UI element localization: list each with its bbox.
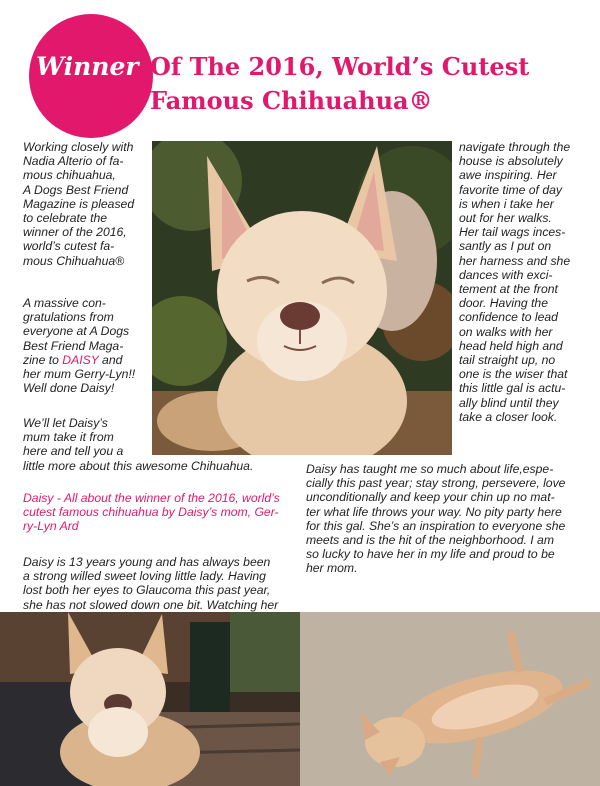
right-line: house is absolutely — [459, 154, 563, 169]
body-line: a strong willed sweet loving little lady. Having — [23, 569, 266, 584]
congrats-line — [23, 353, 158, 367]
right-line: door. Having the — [459, 296, 548, 311]
intro-column — [23, 140, 158, 268]
bottom-right-line: for this gal. She’s an inspiration to everyone she — [306, 518, 566, 533]
congrats-paragraph — [23, 296, 158, 395]
subhead-line: Daisy - All about the winner of the 2016, world’s — [23, 491, 280, 505]
body-line: lost both her eyes to Glaucoma this past year, — [23, 583, 271, 598]
handoff-line: little more about this awesome Chihuahua. — [23, 458, 254, 473]
right-line: her harness and she — [459, 253, 571, 268]
daisy-highlight: DAISY — [62, 352, 99, 367]
congrats-line: her mum Gerry-Lyn!! — [23, 367, 136, 382]
bottom-right-paragraph — [306, 462, 596, 576]
bottom-right-line: ter what life throws your way. No pity party here — [306, 504, 562, 519]
congrats-line: Best Friend Maga- — [23, 338, 124, 353]
intro-line: Nadia Alterio of fa- — [23, 154, 124, 169]
right-line: santly as I put on — [459, 239, 552, 254]
intro-line: mous chihuahua, — [23, 168, 116, 183]
handoff-line: mum take it from — [23, 430, 114, 445]
bottom-right-line: cially this past year; stay strong, persevere, love — [306, 476, 566, 491]
body-paragraph — [23, 555, 298, 612]
congrats-line: gratulations from — [23, 310, 114, 325]
winner-label: Winner — [36, 52, 139, 81]
right-line: one is the wiser that — [459, 367, 568, 382]
right-line: head held high and — [459, 338, 563, 353]
intro-line: Working closely with — [23, 140, 134, 154]
page-title — [150, 50, 529, 118]
congrats-text: zine to — [23, 352, 63, 367]
intro-line: world’s cutest fa- — [23, 239, 115, 254]
article-subhead — [23, 491, 298, 534]
right-line: take a closer look. — [459, 409, 558, 424]
body-line: she has not slowed down one bit. Watching her — [23, 597, 279, 612]
right-line: ally blind until they — [459, 395, 559, 410]
carpet-dog-photo — [300, 612, 600, 786]
right-column — [459, 140, 599, 424]
right-line: favorite time of day — [459, 182, 562, 197]
congrats-line: Well done Daisy! — [23, 381, 115, 396]
body-line: Daisy is 13 years young and has always been — [23, 555, 271, 569]
right-line: on walks with her — [459, 324, 553, 339]
handoff-line: We’ll let Daisy’s — [23, 416, 108, 430]
intro-line: Magazine is pleased — [23, 196, 135, 211]
bottom-right-line: unconditionally and keep your chin up no mat- — [306, 490, 555, 505]
right-line: out for her walks. — [459, 211, 552, 226]
congrats-text: and — [98, 352, 123, 367]
intro-line: mous Chihuahua® — [23, 253, 125, 268]
right-line: tement at the front — [459, 282, 558, 297]
right-line: tail straight up, no — [459, 353, 556, 368]
title-line-1: Of The 2016, World’s Cutest — [150, 52, 530, 81]
right-line: Her tail wags inces- — [459, 225, 566, 240]
bottom-right-line: Daisy has taught me so much about life,espe- — [306, 462, 554, 476]
right-line: awe inspiring. Her — [459, 168, 557, 183]
main-dog-photo — [152, 141, 452, 455]
right-line: dances with exci- — [459, 267, 553, 282]
title-line-2: Famous Chihuahua® — [150, 86, 433, 115]
bottom-right-line: so lucky to have her in my life and proud to be — [306, 547, 555, 562]
intro-line: winner of the 2016, — [23, 225, 127, 240]
congrats-line: A massive con- — [23, 296, 106, 310]
intro-line: to celebrate the — [23, 211, 108, 226]
bottom-right-line: meets and is the hit of the neighborhood. I am — [306, 533, 554, 548]
deck-dog-photo — [0, 612, 300, 786]
bottom-right-line: her mom. — [306, 561, 358, 576]
intro-line: A Dogs Best Friend — [23, 182, 129, 197]
handoff-line: here and tell you a — [23, 444, 124, 459]
subhead-line: ry-Lyn Ard — [23, 519, 79, 534]
right-line: confidence to lead — [459, 310, 558, 325]
right-line: this little gal is actu- — [459, 381, 566, 396]
subhead-line: cutest famous chihuahua by Daisy’s mom, Ger- — [23, 505, 279, 520]
right-line: is when i take her — [459, 196, 554, 211]
right-line: navigate through the — [459, 140, 571, 154]
congrats-line: everyone at A Dogs — [23, 324, 130, 339]
